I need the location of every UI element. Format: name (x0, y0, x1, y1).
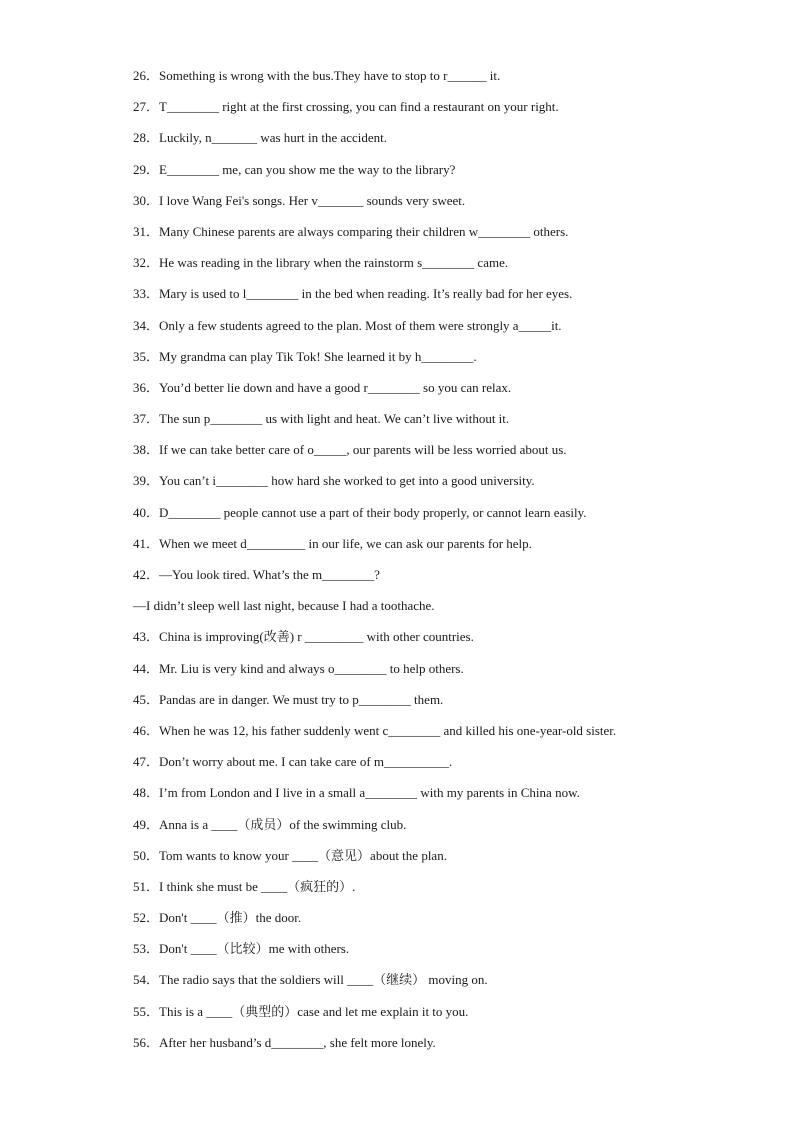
exercise-line: 56．After her husband’s d________, she felt more lonely. (133, 1034, 436, 1050)
exercise-line: 34．Only a few students agreed to the plan. Most of them were strongly a_____it. (133, 317, 562, 333)
exercise-line: 38．If we can take better care of o_____, our parents will be less worried about us. (133, 442, 567, 458)
exercise-line: 28．Luckily, n_______ was hurt in the accident. (133, 130, 388, 146)
exercise-line: 27．T________ right at the first crossing, you can find a restaurant on your right. (133, 99, 559, 115)
exercise-line: 35．My grandma can play Tik Tok! She learned it by h________. (133, 348, 477, 364)
exercise-line: 49．Anna is a ____（成员）of the swimming club. (133, 816, 407, 832)
exercise-line: 39．You can’t i________ how hard she worked to get into a good university. (133, 473, 535, 489)
exercise-line: 46．When he was 12, his father suddenly went c________ and killed his one-year-old sister. (133, 722, 617, 738)
exercise-line: 41．When we meet d_________ in our life, we can ask our parents for help. (133, 535, 532, 551)
exercise-line: 42．—You look tired. What’s the m________? (133, 567, 380, 582)
exercise-line: 45．Pandas are in danger. We must try to p________ them. (133, 691, 444, 707)
exercise-line: 30．I love Wang Fei's songs. Her v_______ sounds very sweet. (133, 192, 466, 208)
exercise-line: 26．Something is wrong with the bus.They have to stop to r______ it. (133, 68, 501, 83)
dialogue-answer-line: —I didn’t sleep well last night, because I had a toothache. (133, 598, 435, 614)
exercise-line: 44．Mr. Liu is very kind and always o________ to help others. (133, 660, 464, 676)
exercise-line: 32．He was reading in the library when the rainstorm s________ came. (133, 255, 509, 271)
exercise-line: 29．E________ me, can you show me the way to the library? (133, 161, 456, 177)
exercise-line: 37．The sun p________ us with light and heat. We can’t live without it. (133, 411, 510, 427)
exercise-line: 51．I think she must be ____（疯狂的）. (133, 878, 356, 894)
exercise-line: 33．Mary is used to l________ in the bed when reading. It’s really bad for her eyes. (133, 286, 573, 302)
exercise-list (133, 66, 754, 1064)
exercise-line: 50．Tom wants to know your ____（意见）about the plan. (133, 847, 447, 863)
exercise-line: 36．You’d better lie down and have a good r________ so you can relax. (133, 379, 512, 395)
exercise-line: 54．The radio says that the soldiers will ____（继续） moving on. (133, 972, 488, 988)
exercise-line: 53．Don't ____（比较）me with others. (133, 941, 350, 957)
exercise-line: 31．Many Chinese parents are always comparing their children w________ others. (133, 223, 569, 239)
exercise-line: 47．Don’t worry about me. I can take care of m__________. (133, 754, 453, 770)
exercise-line: 40．D________ people cannot use a part of their body properly, or cannot learn easily. (133, 504, 587, 520)
exercise-line: 48．I’m from London and I live in a small a________ with my parents in China now. (133, 785, 580, 801)
exercise-line: 43．China is improving(改善) r _________ with other countries. (133, 629, 474, 645)
exercise-line: 55．This is a ____（典型的）case and let me explain it to you. (133, 1003, 469, 1019)
exercise-line: 52．Don't ____（推）the door. (133, 910, 302, 926)
